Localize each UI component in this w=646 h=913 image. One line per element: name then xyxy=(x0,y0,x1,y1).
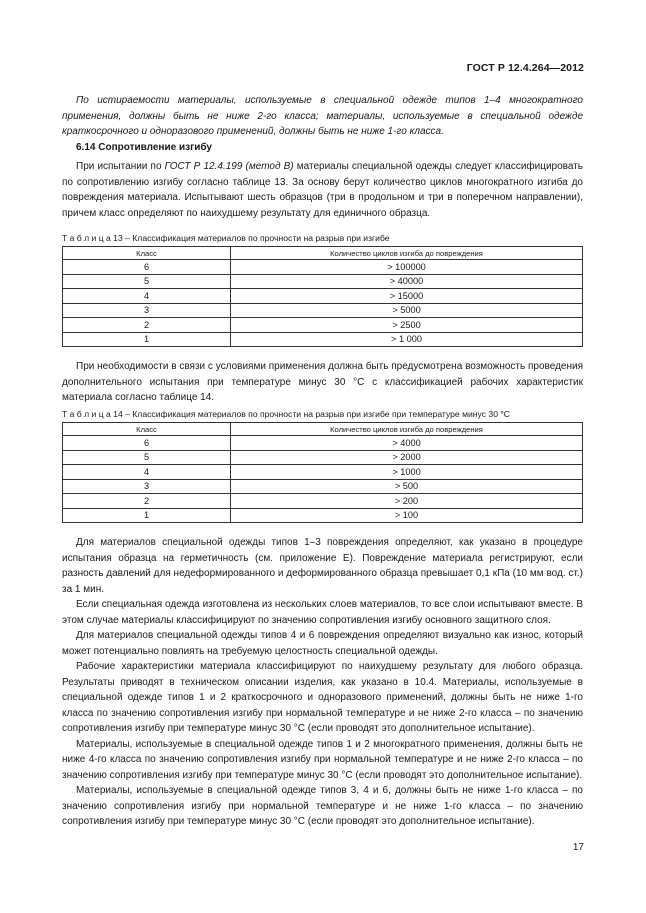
section-paragraph xyxy=(62,159,583,221)
standard-reference: ГОСТ Р 12.4.199 (метод В) xyxy=(164,161,294,172)
table-cell-cycles: > 15000 xyxy=(231,289,583,304)
table-row xyxy=(63,274,583,289)
body-paragraph: Рабочие характеристики материала классифицируют по наихудшему результату для любого образца. Результаты приводят в техническом описании изделия, как указано в 10.4. Материалы, используемые в специальной одежде типов 1 и 2 краткосрочного и одноразового применений, должны быть не ниже 1-го класса по значению сопротивления изгибу при нормальной температуре и не ниже 2-го класса – по значению сопротивления изгибу при температуре минус 30 °С (если проводят это дополнительное испытание). xyxy=(62,661,583,734)
table-header-cycles: Количество циклов изгиба до повреждения xyxy=(231,247,583,260)
table-row xyxy=(63,450,583,465)
section-paragraph-rest: материалы специальной одежды следует классифицировать по сопротивлению изгибу согласно таблице 13. За основу берут количество циклов многократного изгиба до повреждения материала. Испытывают шесть образцов (три в продольном и три в поперечном направлении), причем класс определяют по наихудшему результату для единичного образца. xyxy=(62,161,583,219)
table-row xyxy=(63,289,583,304)
section-6-14 xyxy=(62,137,583,221)
table13-caption-prefix: Т а б л и ц а xyxy=(62,233,111,243)
table-header-class: Класс xyxy=(63,247,231,260)
table-cell-cycles: > 4000 xyxy=(231,436,583,451)
section-heading: 6.14 Сопротивление изгибу xyxy=(76,142,212,153)
table-cell-cycles: > 2000 xyxy=(231,450,583,465)
table-header-class: Класс xyxy=(63,423,231,436)
table14-caption-text: 14 – Классификация материалов по прочности на разрыв при изгибе при температуре минус 30 °С xyxy=(110,409,511,419)
table-cell-class: 5 xyxy=(63,274,231,289)
table14 xyxy=(62,422,583,523)
table14-caption xyxy=(62,408,583,420)
intro-block xyxy=(62,93,583,140)
table-header-row xyxy=(63,247,583,260)
table-row xyxy=(63,332,583,347)
table-cell-class: 1 xyxy=(63,332,231,347)
table-cell-cycles: > 500 xyxy=(231,479,583,494)
standard-header: ГОСТ Р 12.4.264—2012 xyxy=(466,62,584,74)
table-cell-cycles: > 200 xyxy=(231,494,583,509)
table-cell-cycles: > 1000 xyxy=(231,465,583,480)
table-row xyxy=(63,303,583,318)
section-paragraph-start: При испытании по xyxy=(76,161,165,172)
table-cell-class: 4 xyxy=(63,465,231,480)
table13 xyxy=(62,246,583,347)
table-cell-class: 3 xyxy=(63,479,231,494)
table-cell-class: 6 xyxy=(63,260,231,275)
body-paragraph: Материалы, используемые в специальной одежде типов 3, 4 и 6, должны быть не ниже 1-го класса – по значению сопротивления изгибу при нормальной температуре и не ниже 1-го класса – по значению сопротивления изгибу при температуре минус 30 °С (если проводят это дополнительное испытание). xyxy=(62,785,583,827)
table-cell-class: 3 xyxy=(63,303,231,318)
table13-caption-text: 13 – Классификация материалов по прочности на разрыв при изгибе xyxy=(110,233,390,243)
table14-caption-prefix: Т а б л и ц а xyxy=(62,409,111,419)
table-cell-cycles: > 40000 xyxy=(231,274,583,289)
table-cell-cycles: > 5000 xyxy=(231,303,583,318)
body-paragraph: Для материалов специальной одежды типов 4 и 6 повреждения определяют визуально как износ, который может потенциально повлиять на требуемую целостность специальной одежды. xyxy=(62,630,583,657)
table-row xyxy=(63,260,583,275)
table14-block xyxy=(62,408,583,523)
body-paragraph: Если специальная одежда изготовлена из нескольких слоев материалов, то все слои испытывают вместе. В этом случае материалы классифицируют по значению сопротивления изгибу основного защитного слоя. xyxy=(62,599,583,626)
table-row xyxy=(63,508,583,523)
page-number: 17 xyxy=(572,842,584,853)
table-cell-cycles: > 2500 xyxy=(231,318,583,333)
table-cell-class: 2 xyxy=(63,318,231,333)
intro-italic-paragraph: По истираемости материалы, используемые в специальной одежде типов 1–4 многократного применения, должны быть не ниже 2-го класса; материалы, используемые в специальной одежде краткосрочного и одноразового применений, должны быть не ниже 1-го класса. xyxy=(62,95,583,137)
table-cell-class: 5 xyxy=(63,450,231,465)
table-cell-class: 4 xyxy=(63,289,231,304)
body-paragraphs xyxy=(62,535,583,830)
table-row xyxy=(63,479,583,494)
table-cell-cycles: > 1 000 xyxy=(231,332,583,347)
table-cell-class: 2 xyxy=(63,494,231,509)
table-row xyxy=(63,494,583,509)
table-header-cycles: Количество циклов изгиба до повреждения xyxy=(231,423,583,436)
body-paragraph: Материалы, используемые в специальной одежде типов 1 и 2 многократного применения, должны быть не ниже 4-го класса по значению сопротивления изгибу при нормальной температуре и не ниже 2-го класса – по значению сопротивления изгибу при температуре минус 30 °С (если проводят это дополнительное испытание). xyxy=(62,738,583,781)
mid-paragraph-block xyxy=(62,359,583,406)
table-row xyxy=(63,465,583,480)
mid-paragraph: При необходимости в связи с условиями применения должна быть предусмотрена возможность проведения дополнительного испытания при температуре минус 30 °С с классификацией рабочих характеристик материала согласно таблице 14. xyxy=(62,361,583,403)
body-paragraph: Для материалов специальной одежды типов 1–3 повреждения определяют, как указано в процедуре испытания образца на герметичность (см. приложение Е). Повреждение материала регистрируют, если разность давлений для недеформированного и деформированного образца превышает 0,1 кПа (10 мм вод. ст.) за 1 мин. xyxy=(62,537,583,595)
table-cell-class: 1 xyxy=(63,508,231,523)
table13-block xyxy=(62,232,583,347)
table-header-row xyxy=(63,423,583,436)
table13-caption xyxy=(62,232,583,244)
table-cell-class: 6 xyxy=(63,436,231,451)
table-cell-cycles: > 100000 xyxy=(231,260,583,275)
table-row xyxy=(63,436,583,451)
table-row xyxy=(63,318,583,333)
table-cell-cycles: > 100 xyxy=(231,508,583,523)
